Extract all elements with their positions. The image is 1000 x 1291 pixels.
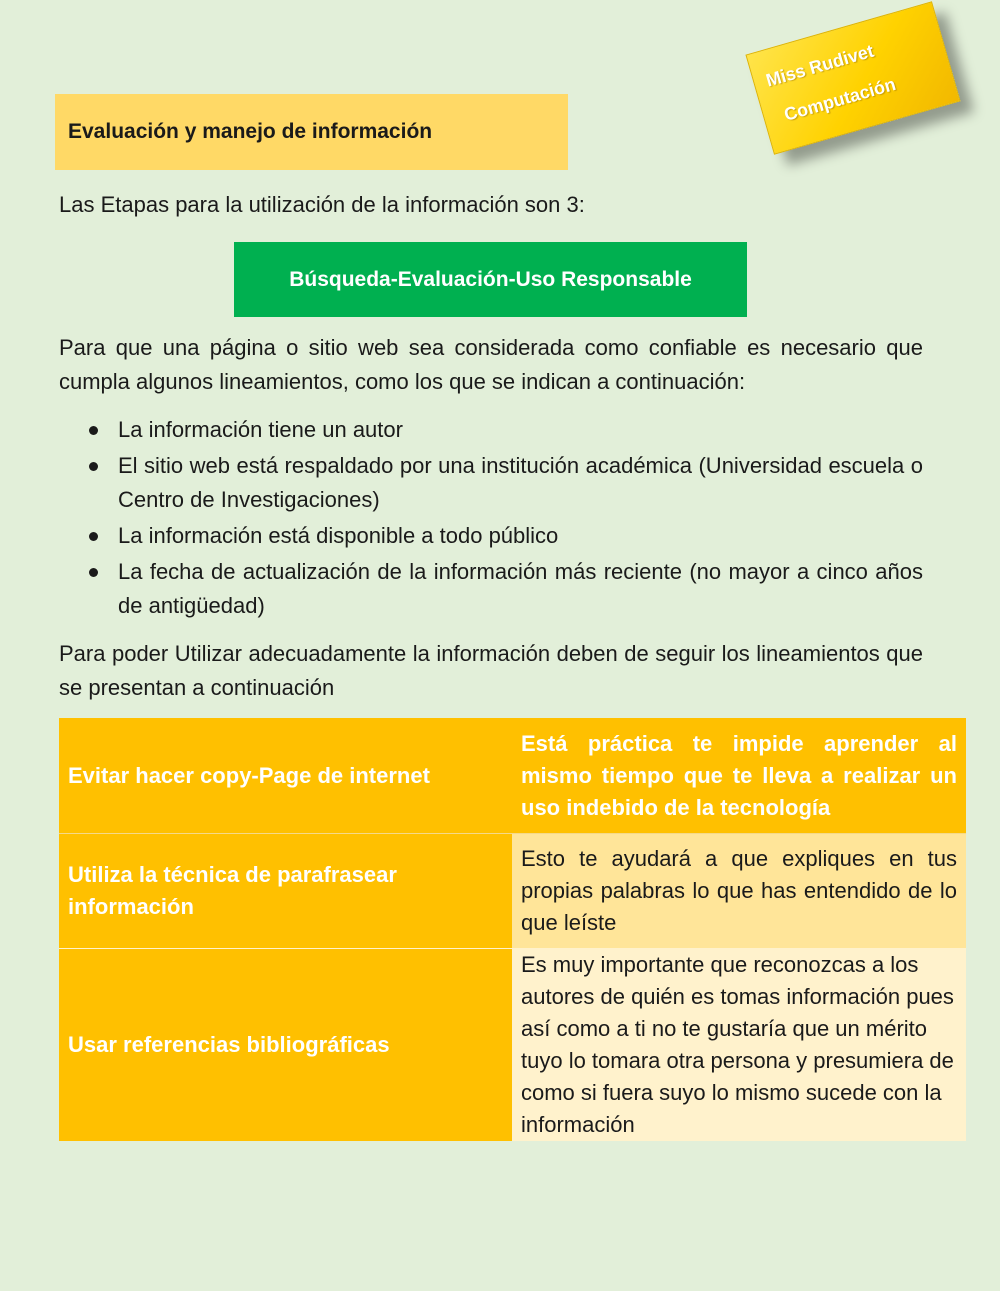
criteria-list	[59, 413, 923, 625]
usage-paragraph: Para poder Utilizar adecuadamente la información deben de seguir los lineamientos que se presentan a continuación	[59, 641, 923, 700]
guideline-rule: Utiliza la técnica de parafrasear información	[59, 834, 512, 949]
guideline-explanation: Es muy importante que reconozcas a los autores de quién es tomas información pues así como a ti no te gustaría que un mérito tuyo lo tomara otra persona y presumiera de como si fuera suyo lo mismo sucede con la información	[512, 949, 966, 1142]
sticky-note-author: Miss Rudivet	[763, 40, 876, 91]
stages-banner: Búsqueda-Evaluación-Uso Responsable	[234, 242, 747, 317]
bullet-icon	[89, 532, 98, 541]
table-row	[59, 718, 966, 834]
bullet-icon	[89, 462, 98, 471]
list-item	[59, 413, 923, 447]
page-title: Evaluación y manejo de información	[55, 94, 568, 170]
table-row	[59, 834, 966, 949]
guideline-explanation: Esto te ayudará a que expliques en tus propias palabras lo que has entendido de lo que leíste	[512, 834, 966, 949]
guideline-rule: Usar referencias bibliográficas	[59, 949, 512, 1142]
guideline-rule: Evitar hacer copy-Page de internet	[59, 718, 512, 834]
table-row	[59, 949, 966, 1142]
guideline-explanation: Está práctica te impide aprender al mismo tiempo que te lleva a realizar un uso indebido de la tecnología	[512, 718, 966, 834]
criteria-text: La información está disponible a todo público	[118, 523, 559, 548]
criteria-text: La fecha de actualización de la información más reciente (no mayor a cinco años de antigüedad)	[118, 559, 923, 618]
intro-text: Las Etapas para la utilización de la información son 3:	[59, 192, 585, 217]
bullet-icon	[89, 568, 98, 577]
list-item	[59, 519, 923, 553]
list-item	[59, 555, 923, 623]
sticky-note-subject: Computación	[781, 73, 898, 125]
bullet-icon	[89, 426, 98, 435]
list-item	[59, 449, 923, 517]
guidelines-table	[59, 718, 966, 1141]
criteria-text: La información tiene un autor	[118, 417, 403, 442]
criteria-text: El sitio web está respaldado por una institución académica (Universidad escuela o Centro de Investigaciones)	[118, 453, 923, 512]
sticky-note	[745, 1, 960, 154]
reliability-paragraph: Para que una página o sitio web sea considerada como confiable es necesario que cumpla algunos lineamientos, como los que se indican a continuación:	[59, 335, 923, 394]
